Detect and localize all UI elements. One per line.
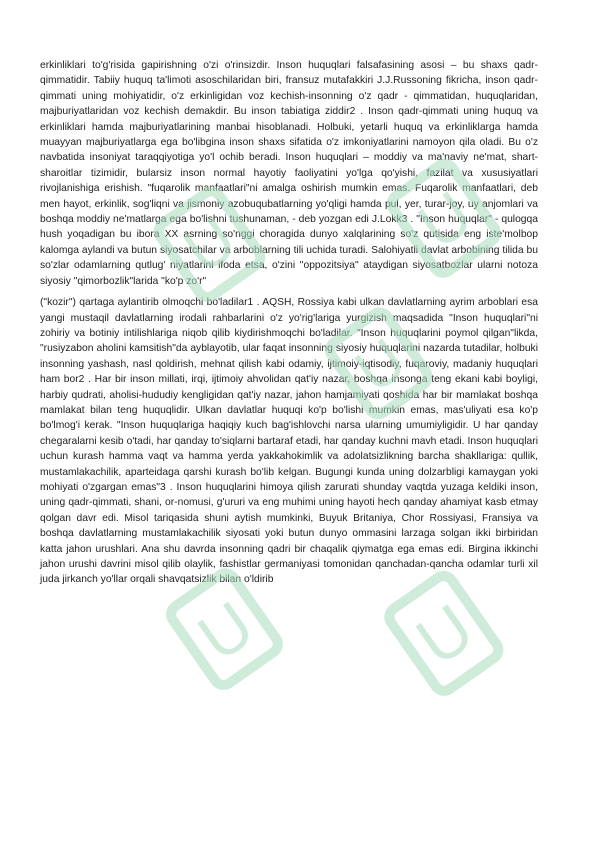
svg-text:U: U bbox=[403, 589, 487, 681]
svg-text:U: U bbox=[405, 177, 485, 263]
svg-text:U: U bbox=[343, 325, 418, 406]
svg-text:U: U bbox=[184, 586, 267, 675]
svg-text:U: U bbox=[172, 204, 249, 287]
paragraph-2: ("kozir") qartaga aylantirib olmoqchi bo'ladilar1 . AQSH, Rossiya kabi ulkan davlatlarning ayrim arboblari esa yangi mustaqil davlatlarning irodali rahbarlarini o'z yo'rig'lariga yurgizish maqsadida "Inson huquqlari"ni zohiriy va botiniy intilishlariga niqob qilib kiydirishmoqchi bo'ladilar. "Inson huquqlarini poymol qilgan"likda, "rusiyzabon aholini kamsitish"da ayblayotib, ular faqat insonning siyosiy huquqlarini nazarda tutadilar, holbuki insonning yashash, nasl qoldirish, mehnat qilish kabi odamiy, ijtimoiy-iqtisodiy, fuqaroviy, madaniy huquqlari ham bor2 . Har bir inson millati, irqi, ijtimoiy ahvolidan qat'iy nazar, boshqa insonga teng ekani kabi boyligi, harbiy qudrati, aholisi-hududiy kengligidan qat'iy nazar, jahon hamjamiyati qoshida har bir mamlakat boshqa mamlakat bilan teng huquqlidir. Ulkan davlatlar huquqi ko'p bo'lishi mumkin emas, mas'uliyati esa ko'p bo'lmog'i kerak. "Inson huquqlariga haqiqiy kuch bag'ishlovchi narsa ularning umumiyligidir. U har qanday chegaralarni kesib o'tadi, har qanday to'siqlarni bartaraf etadi, har qanday kuchni mavh etadi. Inson huquqlari uchun kurash hamma vaqt va hamma yerda yakkahokimlik va adolatsizlikning barcha shakllariga: qullik, mustamlakachilik, aparteidaga qarshi kurash bo'lib kelgan. Bugungi kunda uning dolzarbligi kamaygan yoki mohiyati o'zgargan emas"3 . Inson huquqlarini himoya qilish zarurati shunday vaqtda yuzaga keldiki inson, uning qadr-qimmati, shani, or-nomusi, g'ururi va eng muhimi uning hayoti hech qanday ahamiyat kasb etmay qolgan davr edi. Misol tariqasida shuni aytish mumkinki, Buyuk Britaniya, Chor Rossiyasi, Fransiya va boshqa davlatlarning mustamlakachilik siyosati yoki butun dunyo ommasini larzaga solgan ikki birbiridan katta jahon urushlari. Ana shu davrda insonning qadri bir chaqalik qiymatga ega emas edi. Birgina ikkinchi jahon urushi davrini misol qilib olaylik, fashistlar germaniyasi tomonidan qanchadan-qancha odamlar turli xil juda jirkanch yo'llar orqali shavqatsizlik bilan o'ldirib bbox=[40, 297, 538, 586]
paragraph-1: erkinliklari to'g'risida gapirishning o'zi o'rinsizdir. Inson huquqlari falsafasining asosi – bu shaxs qadr-qimmatidir. Tabiiy huquq ta'limoti asoschilaridan biri, fransuz mutafakkiri J.J.Russoning fikricha, inson qadr-qimmati uning mohiyatidir, o'z erkinligidan voz kechish-insonning o'z qadr - qimmatidan, huquqlaridan, majburiyatlaridan voz kechish demakdir. Bu inson tabiatiga ziddir2 . Inson qadr-qimmati uning huquq va erkinliklari hamda majburiyatlarining manbai hisoblanadi. Holbuki, yetarli huquq va erkinliklarga hamda muayyan majburiyatlarga ega bo'libgina inson shaxs sifatida o'z imkoniyatlarini namoyon qila oladi. Bu o'z navbatida insoniyat taraqqiyotiga yo'l ochib beradi. Inson huquqlari – moddiy va ma'naviy ne'mat, shart-sharoitlar tizimidir, bularsiz inson normal hayotiy faoliyatini yo'lga qo'yishi, fazilat va xususiyatlari rivojlanishiga erishish. "fuqarolik manfaatlari"ni amalga oshirish mumkin emas. Fuqarolik manfaatlari, deb men hayot, erkinlik, sog'liqni va jismoniy azobuqubatlarning yo'qligi hamda pul, yer, turar-joy, uy anjomlari va boshqa moddiy ne'matlarga ega bo'lishni tushunaman, - deb yozgan edi J.Lokk3 . "Inson huquqlar" - qulogqa hush yoqadigan bu ibora XX asrning so'nggi choragida dunyo xalqlarining so'z qutisida eng iste'molbop kalomga aylandi va butun siyosatchilar va arboblarning tili uchida turadi. Salohiyatli davlat arbobining tilida bu so'zlar odamlarning qutlug' niyatlarini ifoda etsa, o'zini "oppozitsiya" ataydigan siyosatbozlar ularni notoza siyosiy "qimorbozlik"larida "ko'p zo'r" bbox=[40, 60, 538, 287]
